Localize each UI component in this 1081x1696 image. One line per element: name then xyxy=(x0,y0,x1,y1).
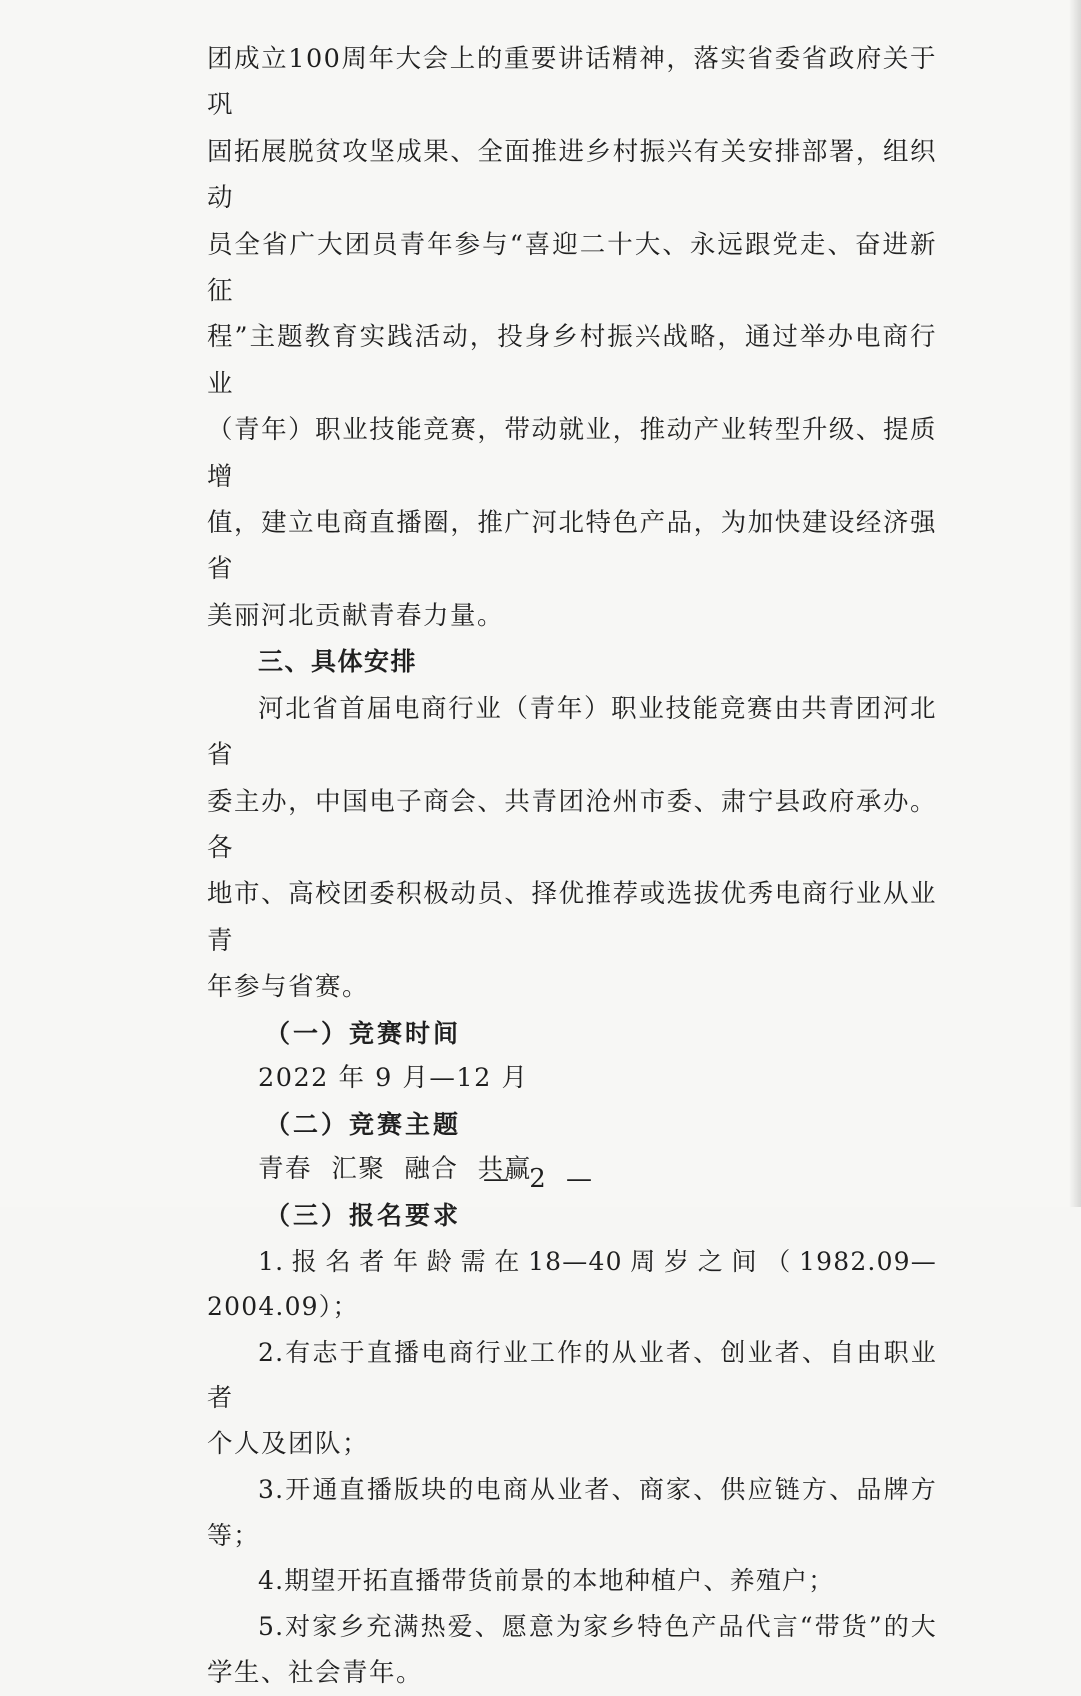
page-number: — 2 — xyxy=(482,1164,599,1194)
para2-line: 委主办，中国电子商会、共青团沧州市委、肃宁县政府承办。各 xyxy=(207,786,937,863)
requirement-item: 4.期望开拓直播带货前景的本地种植户、养殖户； xyxy=(258,1566,835,1596)
section-3-heading: 三、具体安排 xyxy=(258,647,418,677)
document-body xyxy=(207,36,937,1696)
subsection-3-heading: （三）报名要求 xyxy=(265,1200,462,1230)
competition-theme: 青春 汇聚 融合 共赢 xyxy=(258,1154,532,1185)
requirement-item: 1.报名者年龄需在18—40周岁之间（1982.09—2004.09）； xyxy=(207,1246,937,1322)
subsection-2-heading: （二）竞赛主题 xyxy=(265,1109,462,1139)
para2-line: 河北省首届电商行业（青年）职业技能竞赛由共青团河北省 xyxy=(207,693,937,771)
para1-line: 美丽河北贡献青春力量。 xyxy=(207,600,505,631)
page-edge-shadow xyxy=(1069,0,1081,1207)
para1-line: （青年）职业技能竞赛，带动就业，推动产业转型升级、提质增 xyxy=(207,415,937,492)
para2-line: 地市、高校团委积极动员、择优推荐或选拔优秀电商行业从业青 xyxy=(207,879,937,956)
para1-line: 固拓展脱贫攻坚成果、全面推进乡村振兴有关安排部署，组织动 xyxy=(207,136,937,214)
requirement-item-cont: 个人及团队； xyxy=(207,1428,370,1459)
para1-line: 团成立100周年大会上的重要讲话精神，落实省委省政府关于巩 xyxy=(207,44,937,121)
requirement-item: 5.对家乡充满热爱、愿意为家乡特色产品代言“带货”的大 xyxy=(258,1612,937,1642)
para1-line: 员全省广大团员青年参与“喜迎二十大、永远跟党走、奋进新征 xyxy=(207,229,937,307)
requirement-item: 2.有志于直播电商行业工作的从业者、创业者、自由职业者 xyxy=(207,1337,937,1413)
competition-time: 2022 年 9 月—12 月 xyxy=(258,1063,529,1094)
requirement-item: 3.开通直播版块的电商从业者、商家、供应链方、品牌方等； xyxy=(207,1475,937,1550)
para1-line: 值，建立电商直播圈，推广河北特色产品，为加快建设经济强省 xyxy=(207,508,937,585)
para2-line: 年参与省赛。 xyxy=(207,972,370,1003)
requirement-item-cont: 学生、社会青年。 xyxy=(207,1657,424,1688)
subsection-1-heading: （一）竞赛时间 xyxy=(265,1018,462,1048)
para1-line: 程”主题教育实践活动，投身乡村振兴战略，通过举办电商行业 xyxy=(207,322,937,399)
